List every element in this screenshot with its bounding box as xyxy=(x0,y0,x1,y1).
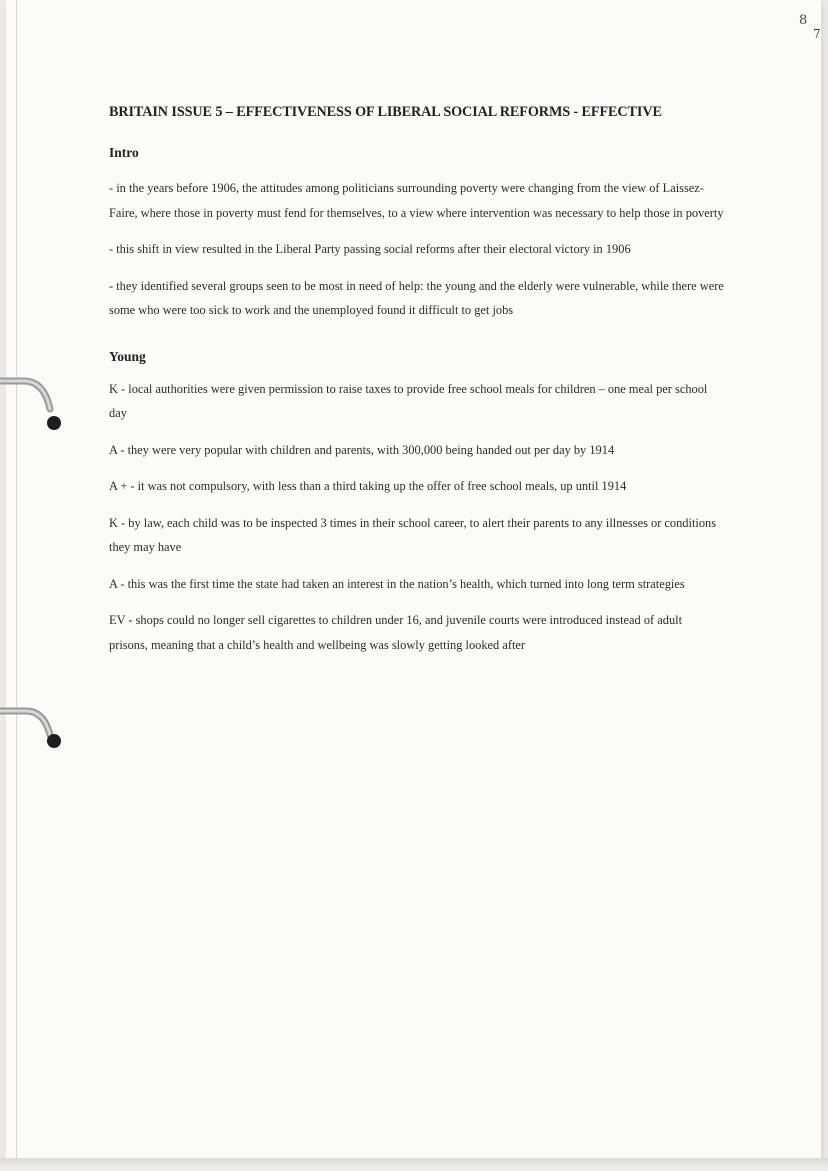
paragraph: A - this was the first time the state had taken an interest in the nation’s health, which turned into long term strategies xyxy=(109,576,685,591)
binder-ring-icon xyxy=(0,701,66,761)
page-margin-line xyxy=(16,0,17,1162)
paragraph: EV - shops could no longer sell cigarettes to children under 16, and juvenile courts were introduced instead of adult prisons, meaning that a child’s health and wellbeing was slowly getting looked after xyxy=(109,613,683,652)
paragraph: - in the years before 1906, the attitudes among politicians surrounding poverty were changing from the view of Laissez-Faire, where those in poverty must fend for themselves, to a view where intervention was necessary to help those in poverty xyxy=(109,181,724,220)
binder-ring-icon xyxy=(0,373,66,433)
section-heading-young: Young xyxy=(109,348,146,364)
paragraph: K - by law, each child was to be inspected 3 times in their school career, to alert their parents to any illnesses or conditions they may have xyxy=(109,515,717,554)
paragraph: A - they were very popular with children and parents, with 300,000 being handed out per day by 1914 xyxy=(109,442,615,457)
paragraph: K - local authorities were given permission to raise taxes to provide free school meals for children – one meal per school day xyxy=(109,381,708,420)
paragraph: - they identified several groups seen to be most in need of help: the young and the elderly were vulnerable, while there were some who were too sick to work and the unemployed found it difficult to get jobs xyxy=(109,278,724,317)
page-bottom-shadow xyxy=(0,1158,828,1171)
section-young xyxy=(109,349,724,658)
page-corner-mark: 8 xyxy=(799,13,808,28)
document-title: BRITAIN ISSUE 5 – EFFECTIVENESS OF LIBERAL SOCIAL REFORMS - EFFECTIVE xyxy=(109,104,662,120)
paragraph: A + - it was not compulsory, with less than a third taking up the offer of free school meals, up until 1914 xyxy=(109,479,627,493)
document-body xyxy=(109,104,724,669)
paragraph: - this shift in view resulted in the Liberal Party passing social reforms after their electoral victory in 1906 xyxy=(109,242,631,256)
section-intro xyxy=(109,145,724,323)
section-heading-intro: Intro xyxy=(109,145,139,160)
page-corner-mark-secondary: 7 xyxy=(813,27,821,41)
